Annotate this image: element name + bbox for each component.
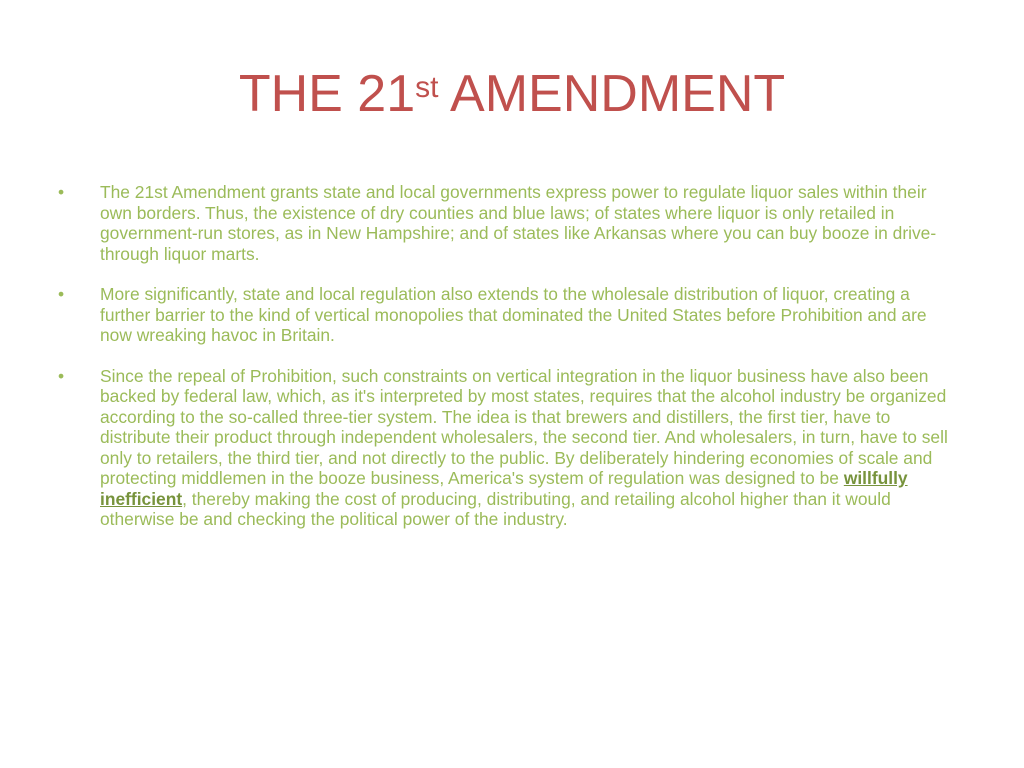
title-main: THE 21 bbox=[238, 65, 416, 123]
bullet-icon: • bbox=[58, 182, 65, 202]
bullet-icon: • bbox=[58, 284, 65, 304]
bullet-text: The 21st Amendment grants state and local governments express power to regulate liquor sales within their own borders. Thus, the existence of dry counties and blue laws; of states where liquor is only retailed in government-run stores, as in New Hampshire; and of states like Arkansas where you can buy booze in drive-through liquor marts. bbox=[100, 182, 937, 264]
title-superscript: st bbox=[415, 71, 439, 104]
willfully-inefficient-link[interactable]: willfully inefficient bbox=[100, 468, 908, 509]
bullet-text-before: Since the repeal of Prohibition, such constraints on vertical integration in the liquor business have also been backed by federal law, which, as it's interpreted by most states, requires that the alcohol industry be organized according to the so-called three-tier system. The idea is that brewers and distillers, the first tier, have to distribute their product through independent wholesalers, the second tier. And wholesalers, in turn, have to sell only to retailers, the third tier, and not directly to the public. By deliberately hindering economies of scale and protecting middlemen in the booze business, America's system of regulation was designed to be bbox=[100, 365, 948, 488]
slide-body bbox=[58, 182, 958, 550]
title-end: AMENDMENT bbox=[438, 65, 786, 123]
bullet-text-after: , thereby making the cost of producing, distributing, and retailing alcohol higher than it would otherwise be and checking the political power of the industry. bbox=[100, 488, 891, 529]
bullet-item-2 bbox=[58, 284, 958, 346]
bullet-item-1 bbox=[58, 182, 958, 264]
bullet-item-3 bbox=[58, 366, 958, 530]
slide-title bbox=[0, 62, 1024, 126]
bullet-text: More significantly, state and local regulation also extends to the wholesale distribution of liquor, creating a further barrier to the kind of vertical monopolies that dominated the United States before Prohibition and are now wreaking havoc in Britain. bbox=[100, 284, 927, 345]
bullet-icon: • bbox=[58, 365, 65, 386]
